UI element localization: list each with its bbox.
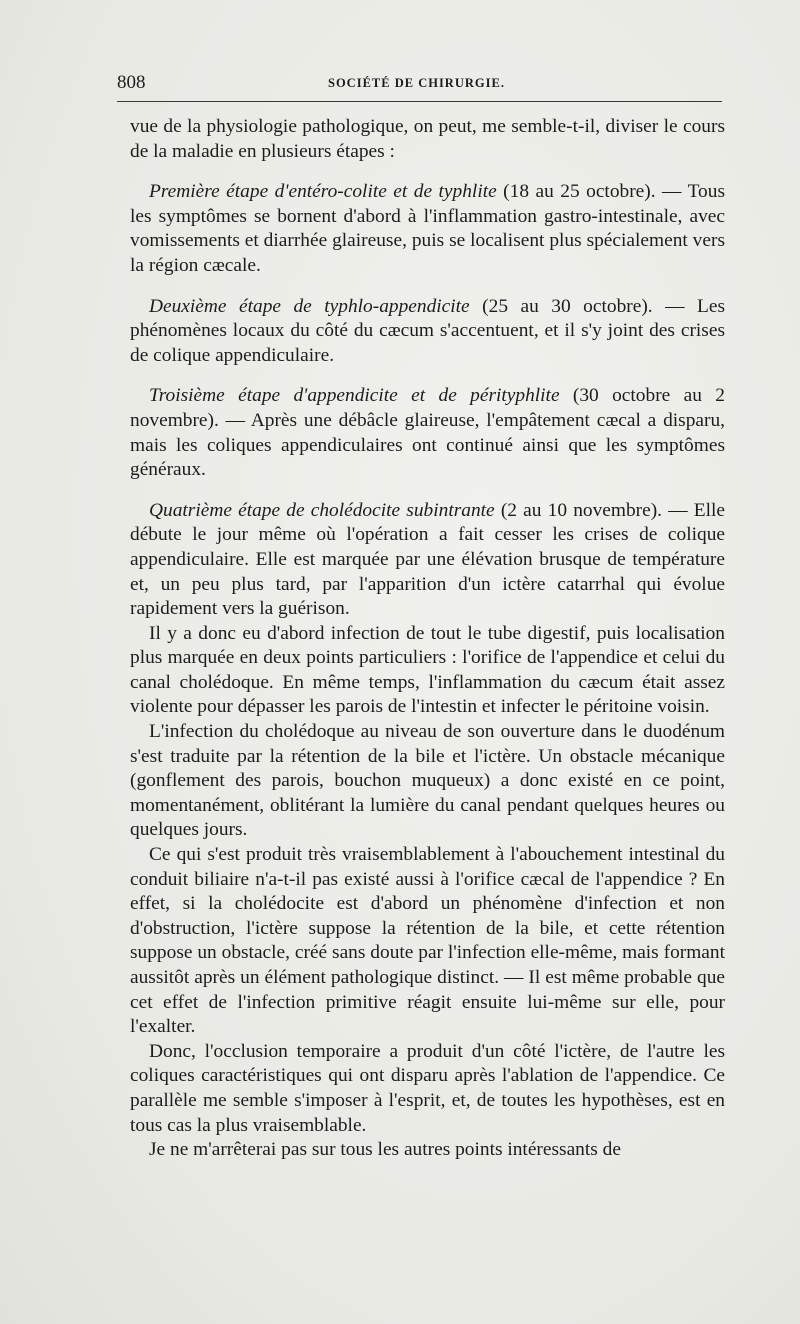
paragraph-stage-1 — [130, 180, 725, 278]
paragraph-body — [130, 720, 725, 843]
stage-heading: Quatrième étape de cholédocite subintrante — [149, 499, 495, 521]
body-text — [130, 115, 725, 1163]
paragraph-stage-3 — [130, 384, 725, 482]
paragraph-text: vue de la physiologie pathologique, on peut, me semble-t-il, diviser le cours de la maladie en plusieurs étapes : — [130, 116, 725, 162]
paragraph-body — [130, 843, 725, 1040]
header-rule — [117, 101, 722, 102]
paragraph-intro — [130, 115, 725, 164]
paragraph-text: Je ne m'arrêterai pas sur tous les autres points intéressants de — [149, 1139, 621, 1161]
paragraph-stage-4 — [130, 499, 725, 622]
stage-heading: Deuxième étape de typhlo-appendicite — [149, 295, 470, 317]
paragraph-text: Ce qui s'est produit très vraisemblablement à l'abouchement intestinal du conduit biliaire n'a-t-il pas existé aussi à l'orifice cæcal de l'appendice ? En effet, si la cholédocite est d'abord un phénomène d'infection et non d'obstruction, l'ictère suppose la rétention de la bile, et cette rétention suppose un obstacle, créé sans doute par l'infection elle-même, mais formant aussitôt après un élément pathologique distinct. — Il est même probable que cet effet de l'infection primitive réagit ensuite lui-même sur elle, pour l'exalter. — [130, 844, 725, 1038]
paragraph-body — [130, 1040, 725, 1138]
page-header — [117, 72, 722, 96]
paragraph-text: (18 au 25 octobre). — Tous les symptômes se bornent d'abord à l'inflammation gastro-intestinale, avec vomissements et diarrhée glaireuse, puis se localisent plus spécialement vers la région cæcale. — [130, 181, 725, 276]
paragraph-text: Donc, l'occlusion temporaire a produit d'un côté l'ictère, de l'autre les coliques caractéristiques qui ont disparu après l'ablation de l'appendice. Ce parallèle me semble s'imposer à l'esprit, et, de toutes les hypothèses, est en tous cas la plus vraisemblable. — [130, 1040, 725, 1136]
paragraph-text: (2 au 10 novembre). — Elle débute le jour même où l'opération a fait cesser les crises de colique appendiculaire. Elle est marquée par une élévation brusque de température et, un peu plus tard, par l'apparition d'un ictère catarrhal qui évolue rapidement vers la guérison. — [130, 499, 725, 620]
paragraph-text: (30 octobre au 2 novembre). — Après une débâcle glaireuse, l'empâtement cæcal a disparu, mais les coliques appendiculaires ont continué ainsi que les symptômes généraux. — [130, 385, 725, 481]
paragraph-text: (25 au 30 octobre). — Les phénomènes locaux du côté du cæcum s'accentuent, et il s'y joint des crises de colique appendiculaire. — [130, 295, 725, 366]
paragraph-text: L'infection du cholédoque au niveau de son ouverture dans le duodénum s'est traduite par la rétention de la bile et l'ictère. Un obstacle mécanique (gonflement des parois, bouchon muqueux) a donc existé en ce point, momentanément, oblitérant la lumière du canal pendant quelques heures ou quelques jours. — [130, 721, 725, 841]
page-number: 808 — [117, 72, 146, 93]
stage-heading: Troisième étape d'appendicite et de pérityphlite — [149, 385, 560, 407]
paragraph-body — [130, 1138, 725, 1163]
running-head: SOCIÉTÉ DE CHIRURGIE. — [328, 76, 505, 90]
stage-heading: Première étape d'entéro-colite et de typhlite — [149, 181, 497, 203]
paragraph-body — [130, 622, 725, 720]
paragraph-stage-2 — [130, 295, 725, 369]
paragraph-text: Il y a donc eu d'abord infection de tout le tube digestif, puis localisation plus marquée en deux points particuliers : l'orifice de l'appendice et celui du canal cholédoque. En même temps, l'inflammation du cæcum était assez violente pour dépasser les parois de l'intestin et infecter le péritoine voisin. — [130, 622, 725, 718]
